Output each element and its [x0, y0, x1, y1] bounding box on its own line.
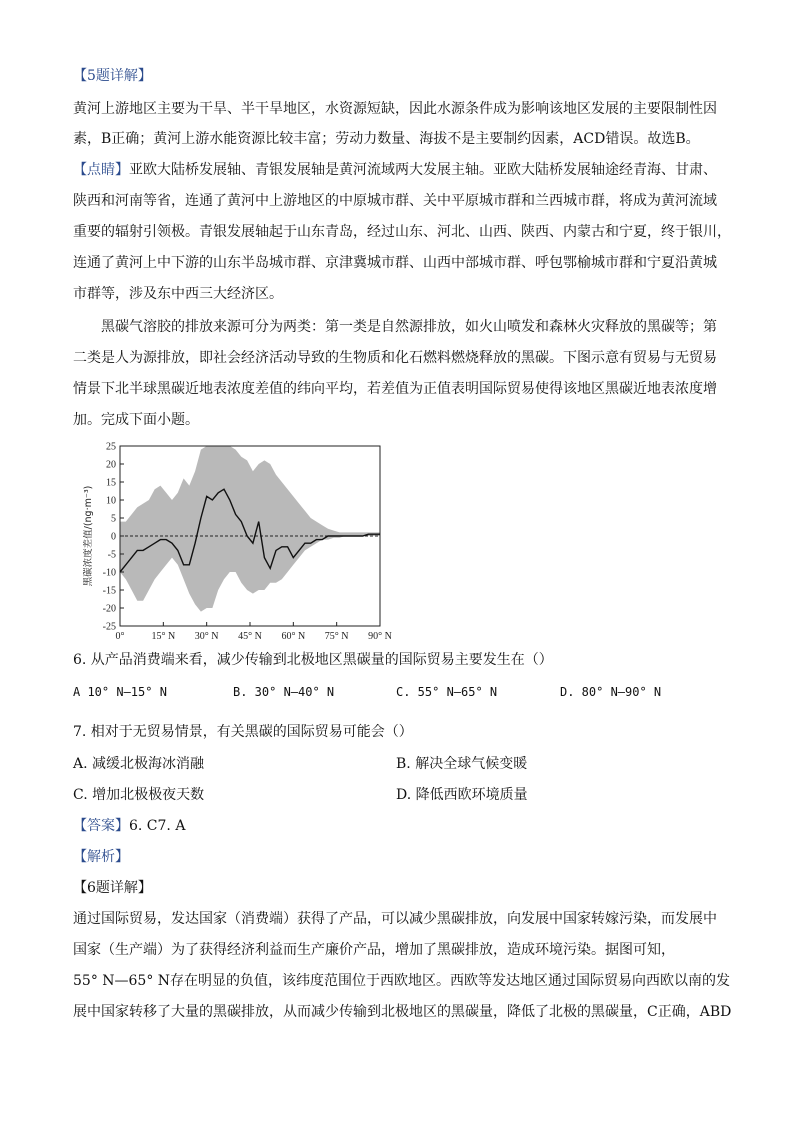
q7-option-d[interactable]: D. 降低西欧环境质量	[396, 787, 528, 803]
answer-line	[73, 816, 185, 836]
answer-value: 6. C7. A	[129, 818, 186, 834]
q7-option-b[interactable]: B. 解决全球气候变暖	[396, 756, 528, 772]
dianjing-text: 亚欧大陆桥发展轴、青银发展轴是黄河流域两大发展主轴。亚欧大陆桥发展轴途经青海、甘肃、	[129, 162, 717, 178]
section-6-heading: 【6题详解】	[73, 880, 152, 896]
q7-option-c[interactable]: C. 增加北极极夜天数	[73, 787, 205, 803]
uncertainty-band	[120, 446, 380, 612]
y-tick-label: -10	[102, 567, 116, 579]
black-carbon-chart	[83, 438, 403, 643]
y-tick-label: 15	[106, 477, 116, 489]
section-6-text-line: 国家（生产端）为了获得经济利益而生产廉价产品，增加了黑碳排放，造成环境污染。据图可知，	[73, 942, 675, 958]
answer-label: 【答案】	[73, 818, 129, 834]
q6-option-d[interactable]: D. 80° N—90° N	[560, 685, 662, 699]
y-tick-label: -5	[107, 549, 116, 561]
y-axis-label: 黑碳浓度差值/(ng·m⁻³)	[83, 485, 94, 587]
q6-option-c[interactable]: C. 55° N—65° N	[396, 685, 498, 699]
q6-option-a[interactable]: A 10° N—15° N	[73, 685, 167, 699]
y-tick-label: 0	[111, 531, 116, 543]
dianjing-text-line: 陕西和河南等省，连通了黄河中上游地区的中原城市群、关中平原城市群和兰西城市群，将成为黄河流域	[73, 193, 717, 209]
section-5-heading: 【5题详解】	[73, 68, 152, 84]
section-5-text-line: 素，B正确；黄河上游水能资源比较丰富；劳动力数量、海拔不是主要制约因素，ACD错误。故选B。	[73, 131, 700, 147]
intro-text-line: 情景下北半球黑碳近地表浓度差值的纬向平均，若差值为正值表明国际贸易使得该地区黑碳近地表浓度增	[73, 381, 717, 397]
section-6-text-line: 55° N—65° N存在明显的负值，该纬度范围位于西欧地区。西欧等发达地区通过国际贸易向西欧以南的发	[73, 973, 731, 989]
section-6-text-line: 通过国际贸易，发达国家（消费端）获得了产品，可以减少黑碳排放，向发展中国家转嫁污染，而发展中	[73, 911, 717, 927]
y-tick-label: -15	[102, 585, 116, 597]
intro-text-line: 二类是人为源排放，即社会经济活动导致的生物质和化石燃料燃烧释放的黑碳。下图示意有贸易与无贸易	[73, 350, 717, 366]
x-tick-label: 15° N	[151, 631, 176, 642]
section-6-text-line: 展中国家转移了大量的黑碳排放，从而减少传输到北极地区的黑碳量，降低了北极的黑碳量，C正确，ABD	[73, 1004, 732, 1020]
x-tick-label: 60° N	[281, 631, 306, 642]
dianjing-text-line: 重要的辐射引领极。青银发展轴起于山东青岛，经过山东、河北、山西、陕西、内蒙古和宁夏，终于银川，	[73, 224, 731, 240]
y-tick-label: -20	[102, 603, 116, 615]
y-tick-label: 5	[111, 513, 116, 525]
dianjing-line	[73, 160, 717, 180]
x-tick-label: 75° N	[324, 631, 349, 642]
intro-text-line: 加。完成下面小题。	[73, 412, 199, 428]
dianjing-text-line: 市群等，涉及东中西三大经济区。	[73, 286, 283, 302]
jiexi-heading: 【解析】	[73, 849, 129, 865]
intro-text-line: 黑碳气溶胶的排放来源可分为两类：第一类是自然源排放，如火山喷发和森林火灾释放的黑碳等；第	[101, 319, 717, 335]
dianjing-text-line: 连通了黄河上中下游的山东半岛城市群、京津冀城市群、山西中部城市群、呼包鄂榆城市群和宁夏沿黄城	[73, 255, 717, 271]
section-5-text-line: 黄河上游地区主要为干旱、半干旱地区，水资源短缺，因此水源条件成为影响该地区发展的主要限制性因	[73, 101, 717, 117]
q7-option-a[interactable]: A. 减缓北极海冰消融	[73, 756, 205, 772]
y-tick-label: 25	[106, 441, 116, 453]
q6-option-b[interactable]: B. 30° N—40° N	[233, 685, 335, 699]
question-6-stem: 6. 从产品消费端来看，减少传输到北极地区黑碳量的国际贸易主要发生在（）	[73, 652, 553, 668]
dianjing-label: 【点睛】	[73, 162, 129, 178]
y-tick-label: 20	[106, 459, 116, 471]
x-tick-label: 30° N	[194, 631, 219, 642]
x-tick-label: 45° N	[238, 631, 262, 642]
y-tick-label: 10	[106, 495, 116, 507]
x-tick-label: 90° N	[368, 631, 392, 642]
x-tick-label: 0°	[115, 631, 125, 642]
question-7-stem: 7. 相对于无贸易情景，有关黑碳的国际贸易可能会（）	[73, 724, 413, 740]
y-tick-label: -25	[102, 621, 116, 633]
